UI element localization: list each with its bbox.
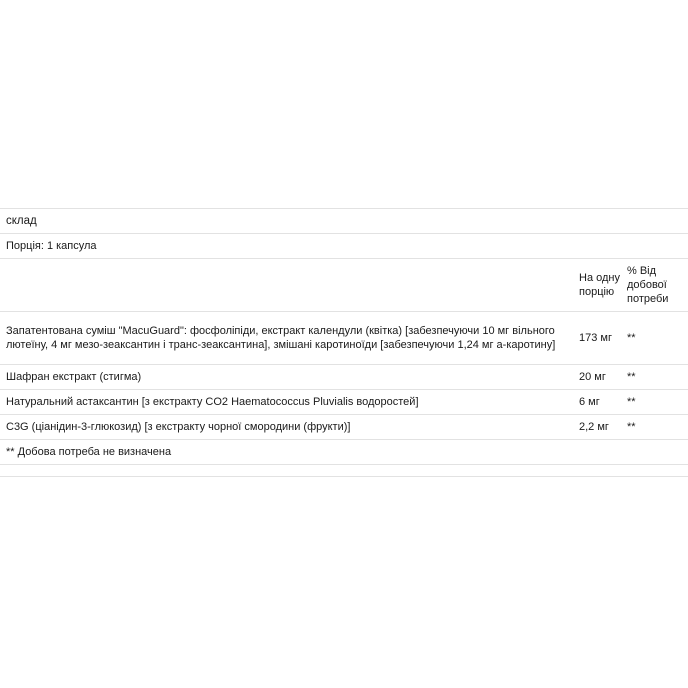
- ingredient-name: Натуральний астаксантин [з екстракту CO2 Haematococcus Pluvialis водоростей]: [6, 396, 419, 408]
- serving-row: [0, 234, 688, 259]
- section-title-row: [0, 209, 688, 234]
- serving-size: Порція: 1 капсула: [6, 240, 97, 252]
- ingredient-amount: 20 мг: [579, 371, 606, 383]
- ingredient-daily-value: **: [627, 396, 636, 408]
- ingredient-daily-value: **: [627, 371, 636, 383]
- supplement-facts-table: [0, 208, 688, 477]
- column-header-row: [0, 259, 688, 312]
- table-bottom-divider: [0, 465, 688, 477]
- footnote: ** Добова потреба не визначена: [6, 446, 172, 458]
- ingredient-amount: 2,2 мг: [579, 421, 609, 433]
- ingredient-row: [0, 390, 688, 415]
- ingredient-amount: 6 мг: [579, 396, 600, 408]
- ingredient-name: C3G (ціанідин-3-глюкозид) [з екстракту чорної смородини (фрукти)]: [6, 421, 351, 433]
- ingredient-daily-value: **: [627, 421, 636, 433]
- ingredient-row: [0, 415, 688, 440]
- section-title: склад: [6, 215, 37, 227]
- ingredient-name: Шафран екстракт (стигма): [6, 371, 142, 383]
- ingredient-daily-value: **: [627, 332, 636, 344]
- ingredient-name: Запатентована суміш "MacuGuard": фосфоліпіди, екстракт календули (квітка) [забезпечуючи 10 мг вільного лютеїну, 4 мг мезо-зеаксантин і транс-зеаксантина], змішані каротиноїди [забезпечуючи 1,24 мг а-каротину]: [6, 325, 556, 351]
- header-daily-value: % Від добової потреби: [627, 265, 669, 305]
- ingredient-row: [0, 365, 688, 390]
- ingredient-row: [0, 312, 688, 365]
- footnote-row: [0, 440, 688, 465]
- header-amount: На одну порцію: [579, 272, 620, 298]
- ingredient-amount: 173 мг: [579, 332, 612, 344]
